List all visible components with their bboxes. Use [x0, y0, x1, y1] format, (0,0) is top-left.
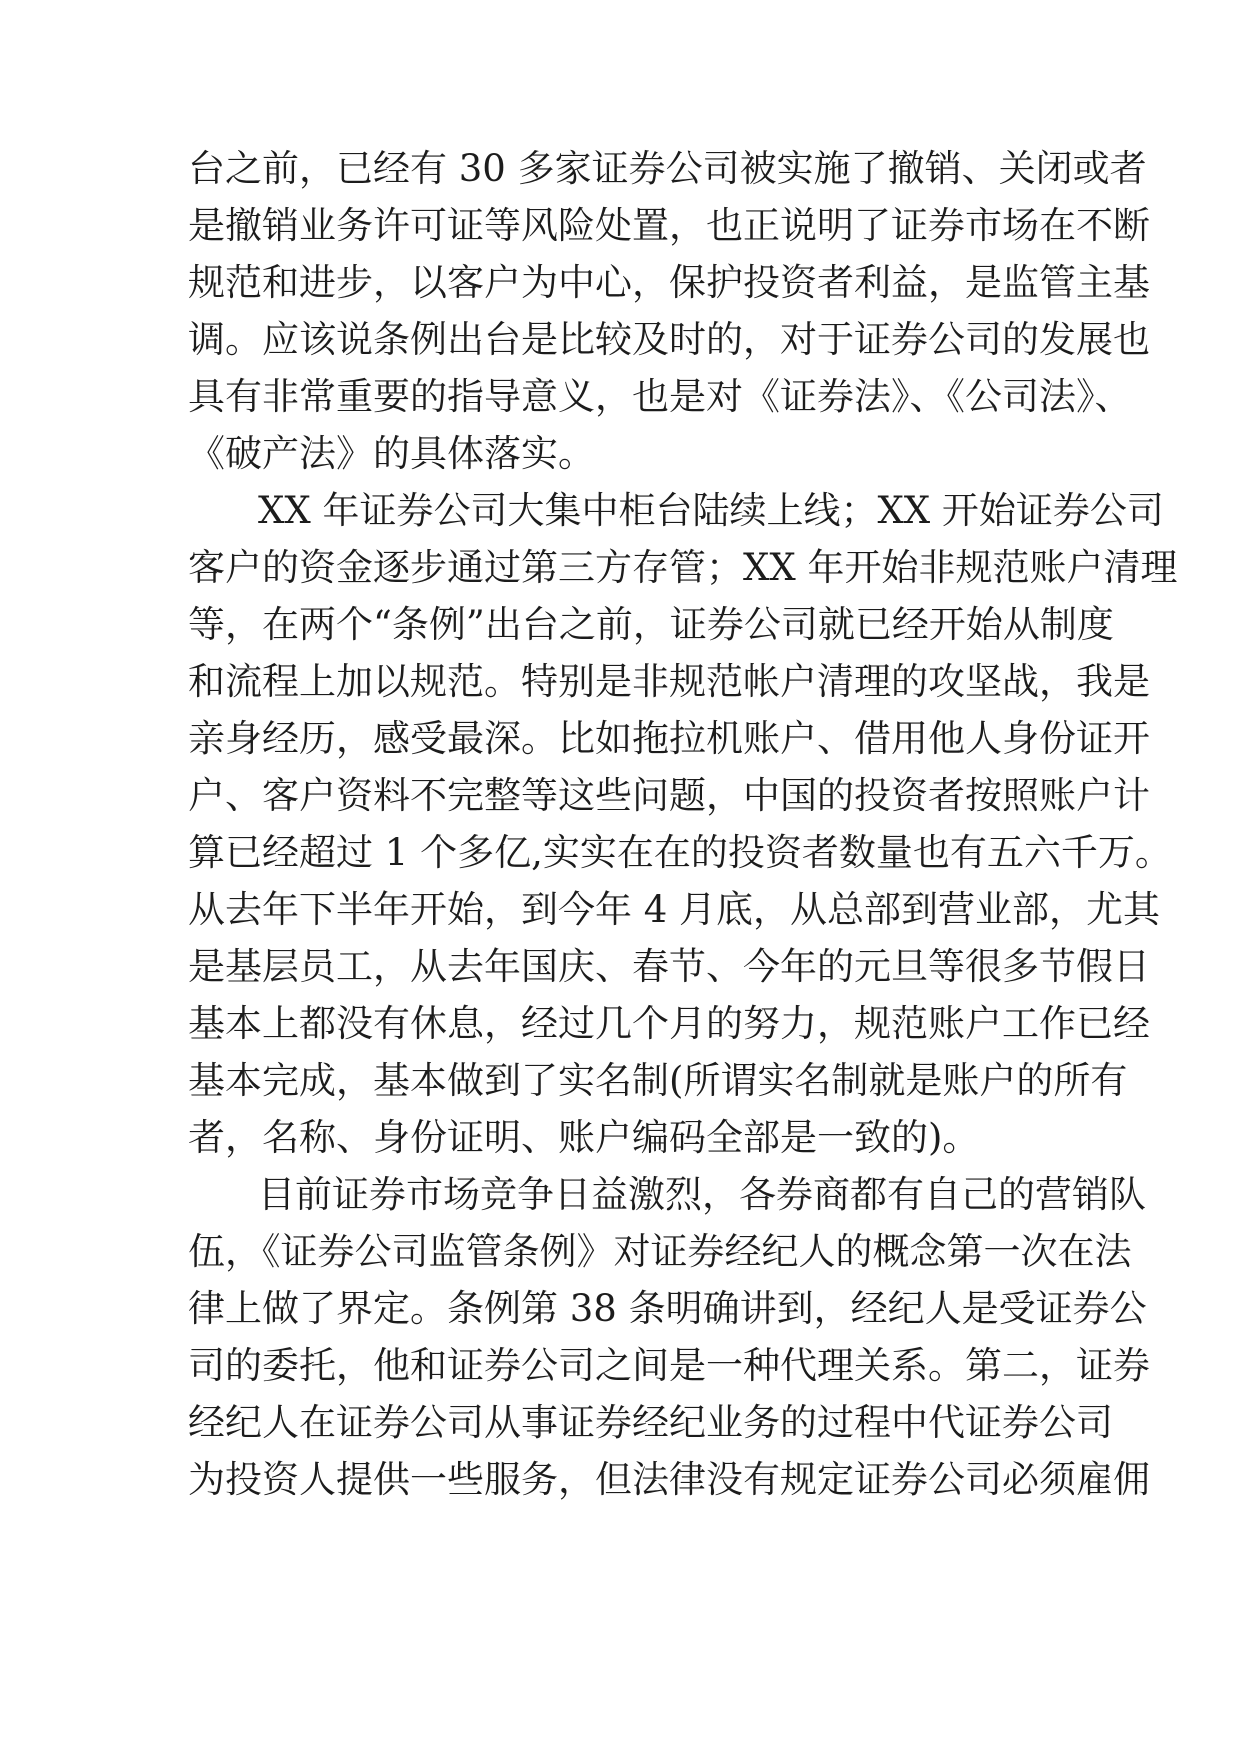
- text-line: 经纪人在证券公司从事证券经纪业务的过程中代证券公司: [188, 1401, 1113, 1444]
- text-line: 《破产法》的具体落实。: [188, 432, 595, 475]
- text-line: 是基层员工，从去年国庆、春节、今年的元旦等很多节假日: [188, 945, 1150, 988]
- text-line: 从去年下半年开始，到今年 4 月底，从总部到营业部，尤其: [188, 888, 1161, 931]
- text-line: 基本上都没有休息，经过几个月的努力，规范账户工作已经: [188, 1002, 1150, 1045]
- text-line: 和流程上加以规范。特别是非规范帐户清理的攻坚战，我是: [188, 660, 1150, 703]
- text-line: 基本完成，基本做到了实名制(所谓实名制就是账户的所有: [188, 1059, 1128, 1102]
- text-line: 具有非常重要的指导意义，也是对《证券法》、《公司法》、: [188, 375, 1132, 418]
- text-line: 伍，《证券公司监管条例》对证券经纪人的概念第一次在法: [188, 1230, 1132, 1273]
- text-line: 调。应该说条例出台是比较及时的，对于证券公司的发展也: [188, 318, 1150, 361]
- text-line: 规范和进步，以客户为中心，保护投资者利益，是监管主基: [188, 261, 1150, 304]
- text-line: 目前证券市场竞争日益激烈，各券商都有自己的营销队: [258, 1173, 1146, 1216]
- text-line: XX 年证券公司大集中柜台陆续上线；XX 开始证券公司: [258, 489, 1164, 532]
- text-line: 司的委托，他和证券公司之间是一种代理关系。第二，证券: [188, 1344, 1150, 1387]
- text-line: 律上做了界定。条例第 38 条明确讲到，经纪人是受证券公: [188, 1287, 1147, 1330]
- text-line: 台之前，已经有 30 多家证券公司被实施了撤销、关闭或者: [188, 147, 1147, 190]
- text-line: 客户的资金逐步通过第三方存管；XX 年开始非规范账户清理: [188, 546, 1178, 589]
- text-line: 为投资人提供一些服务，但法律没有规定证券公司必须雇佣: [188, 1458, 1150, 1501]
- text-line: 等，在两个“条例”出台之前，证券公司就已经开始从制度: [188, 603, 1114, 646]
- text-line: 亲身经历，感受最深。比如拖拉机账户、借用他人身份证开: [188, 717, 1150, 760]
- text-line: 是撤销业务许可证等风险处置，也正说明了证券市场在不断: [188, 204, 1150, 247]
- text-line: 户、客户资料不完整等这些问题，中国的投资者按照账户计: [188, 774, 1150, 817]
- text-line: 算已经超过 1 个多亿,实实在在的投资者数量也有五六千万。: [188, 831, 1172, 874]
- text-line: 者，名称、身份证明、账户编码全部是一致的)。: [188, 1116, 980, 1159]
